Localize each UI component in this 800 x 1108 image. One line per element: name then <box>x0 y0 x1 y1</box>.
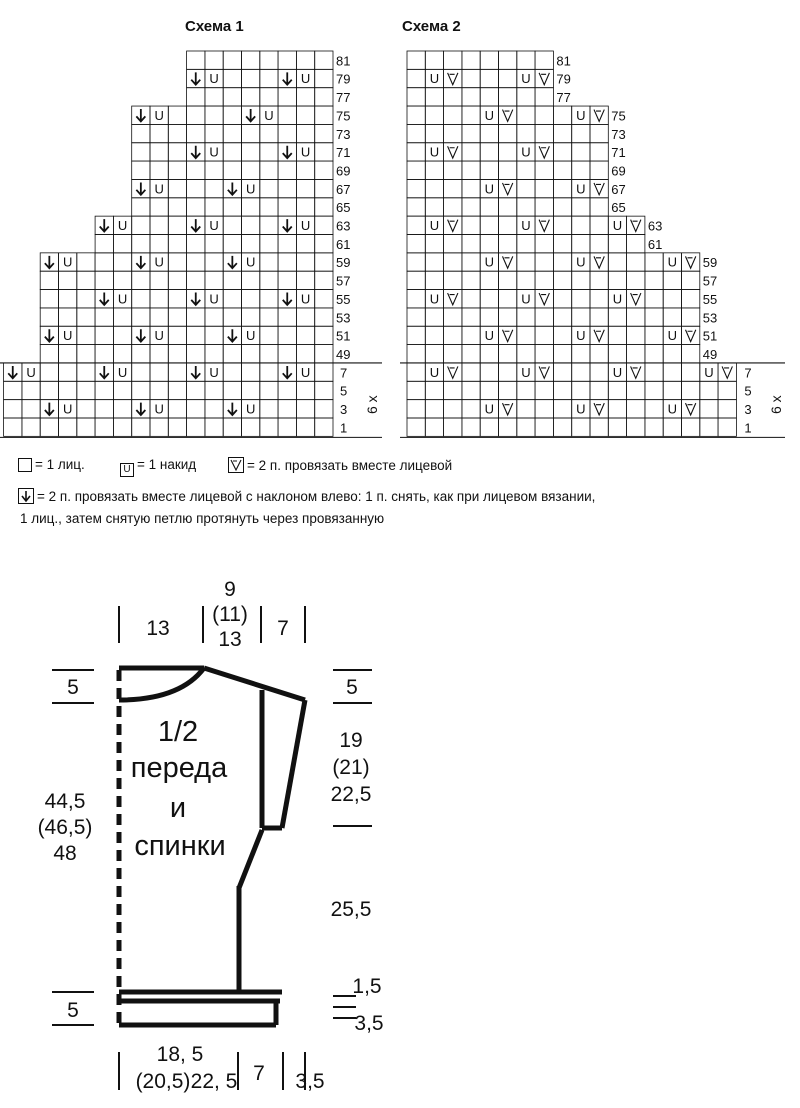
piece-label-3: и <box>169 792 187 824</box>
row-number: 51 <box>702 328 718 344</box>
row-number: 77 <box>556 90 571 106</box>
yarn-over-symbol: U <box>429 144 440 160</box>
row-number: 71 <box>611 145 626 161</box>
yarn-over-symbol: U <box>154 254 164 270</box>
row-number: 53 <box>336 310 351 326</box>
yarn-over-symbol: U <box>521 291 531 307</box>
dim-armhole-1: 19 <box>339 729 363 752</box>
row-number: 67 <box>336 181 351 197</box>
yarn-over-symbol: U <box>667 254 678 270</box>
yarn-over-symbol: U <box>300 364 311 380</box>
dim-length-2: (46,5) <box>37 816 93 839</box>
row-number: 55 <box>336 291 351 307</box>
yarn-over-symbol: U <box>300 144 311 160</box>
dim-left-top: 5 <box>67 676 79 699</box>
yarn-over-symbol: U <box>117 364 128 380</box>
yarn-over-symbol: U <box>576 107 586 123</box>
row-number: 73 <box>611 126 626 142</box>
yarn-over-symbol: U <box>245 181 256 197</box>
row-number: 7 <box>340 365 348 381</box>
yarn-over-symbol: U <box>154 181 164 197</box>
row-number: 61 <box>336 236 351 252</box>
dim-shoulder-3: 13 <box>218 628 242 651</box>
legend-k2tog: = 2 п. провязать вместе лицевой <box>228 457 452 473</box>
yarn-over-symbol: U <box>245 254 256 270</box>
dim-armhole-3: 22,5 <box>330 783 372 806</box>
row-number: 81 <box>336 53 351 69</box>
dim-hem-1: 1,5 <box>352 975 382 998</box>
row-number: 61 <box>647 236 663 252</box>
yarn-over-symbol: U <box>245 328 256 344</box>
row-number: 59 <box>336 255 351 271</box>
piece-label-4: спинки <box>134 830 226 862</box>
yarn-over-symbol: U <box>612 364 623 380</box>
row-number: 75 <box>611 108 626 124</box>
row-number: 75 <box>336 108 351 124</box>
yarn-over-symbol: U <box>667 401 678 417</box>
yarn-over-symbol: U <box>429 364 440 380</box>
row-number: 67 <box>611 181 626 197</box>
yarn-over-symbol: U <box>62 328 73 344</box>
yarn-over-symbol: U <box>429 71 440 87</box>
yarn-over-symbol: U <box>667 328 678 344</box>
yarn-over-symbol: U <box>154 328 164 344</box>
yarn-over-symbol: U <box>576 401 586 417</box>
yarn-over-icon: U <box>120 463 134 477</box>
row-number: 1 <box>744 420 752 436</box>
row-number: 1 <box>340 420 348 436</box>
yarn-over-symbol: U <box>576 328 586 344</box>
dim-bottom-7: 7 <box>253 1062 265 1085</box>
yarn-over-symbol: U <box>484 254 495 270</box>
yarn-over-symbol: U <box>612 291 623 307</box>
dim-left-bottom: 5 <box>67 999 79 1022</box>
dim-shoulder-2: (11) <box>212 603 248 626</box>
dim-length-1: 44,5 <box>44 790 86 813</box>
yarn-over-symbol: U <box>117 291 128 307</box>
repeat-label: 6 x <box>768 395 784 414</box>
yarn-over-symbol: U <box>154 107 164 123</box>
dim-bottom-35: 3,5 <box>295 1070 325 1093</box>
row-number: 69 <box>336 163 351 179</box>
dim-bottom-width-1: 18, 5 <box>156 1043 204 1066</box>
row-number: 51 <box>336 328 351 344</box>
yarn-over-symbol: U <box>209 364 219 380</box>
yarn-over-symbol: U <box>264 107 274 123</box>
dim-bottom-width-2: (20,5) <box>135 1070 191 1093</box>
dim-armhole-2: (21) <box>332 756 370 779</box>
row-number: 7 <box>744 365 752 381</box>
yarn-over-symbol: U <box>576 254 586 270</box>
row-number: 69 <box>611 163 626 179</box>
piece-label-2: переда <box>130 752 228 784</box>
row-number: 53 <box>702 310 718 326</box>
yarn-over-symbol: U <box>209 218 219 233</box>
yarn-over-symbol: U <box>576 181 586 197</box>
legend-ssk-line2: 1 лиц., затем снятую петлю протянуть через провязанную <box>20 511 385 526</box>
yarn-over-symbol: U <box>245 401 256 417</box>
yarn-over-symbol: U <box>62 254 73 270</box>
yarn-over-symbol: U <box>704 364 714 380</box>
yarn-over-symbol: U <box>209 71 219 87</box>
yarn-over-symbol: U <box>429 291 440 307</box>
yarn-over-symbol: U <box>521 364 531 380</box>
yarn-over-symbol: U <box>300 291 311 307</box>
row-number: 63 <box>647 218 663 234</box>
row-number: 63 <box>336 218 351 234</box>
yarn-over-symbol: U <box>209 144 219 160</box>
yarn-over-symbol: U <box>484 107 495 123</box>
row-number: 59 <box>702 255 718 271</box>
row-number: 57 <box>702 273 718 289</box>
row-number: 3 <box>744 402 752 417</box>
yarn-over-symbol: U <box>154 401 164 417</box>
neckline <box>119 668 204 700</box>
row-number: 77 <box>336 90 351 106</box>
row-number: 79 <box>556 71 571 87</box>
row-number: 3 <box>340 402 348 417</box>
yarn-over-symbol: U <box>117 218 128 233</box>
yarn-over-symbol: U <box>300 218 311 233</box>
yarn-over-symbol: U <box>300 71 311 87</box>
legend-ssk: = 2 п. провязать вместе лицевой с наклоном влево: 1 п. снять, как при лицевом вязании, <box>18 488 595 504</box>
row-number: 5 <box>340 383 348 399</box>
dim-shoulder-1: 9 <box>224 578 236 601</box>
yarn-over-symbol: U <box>521 71 531 87</box>
yarn-over-symbol: U <box>612 218 623 233</box>
row-number: 49 <box>702 346 718 362</box>
dim-right-top: 5 <box>346 676 358 699</box>
yarn-over-symbol: U <box>484 401 495 417</box>
row-number: 57 <box>336 273 351 289</box>
dim-length-3: 48 <box>53 842 77 865</box>
row-number: 5 <box>744 383 752 399</box>
row-number: 71 <box>336 145 351 161</box>
row-number: 65 <box>611 200 626 216</box>
dim-side: 25,5 <box>330 898 372 921</box>
yarn-over-symbol: U <box>209 291 219 307</box>
yarn-over-symbol: U <box>62 401 73 417</box>
row-number: 81 <box>556 53 571 69</box>
yarn-over-symbol: U <box>26 364 36 380</box>
scheme2-title: Схема 2 <box>402 18 461 35</box>
dim-hem-2: 3,5 <box>354 1012 384 1035</box>
row-number: 55 <box>702 291 718 307</box>
yarn-over-symbol: U <box>429 218 440 233</box>
row-number: 79 <box>336 71 351 87</box>
row-number: 49 <box>336 346 351 362</box>
yarn-over-symbol: U <box>521 144 531 160</box>
legend-yarn-over: U = 1 накид <box>120 457 196 477</box>
row-number: 65 <box>336 200 351 216</box>
yarn-over-symbol: U <box>521 218 531 233</box>
dim-neck-width: 13 <box>146 617 170 640</box>
legend-knit: = 1 лиц. <box>18 457 85 472</box>
dim-bottom-width-3: 22, 5 <box>190 1070 238 1093</box>
piece-label-1: 1/2 <box>157 716 199 748</box>
row-number: 73 <box>336 126 351 142</box>
yarn-over-symbol: U <box>484 328 495 344</box>
dim-top-sleeve: 7 <box>277 617 289 640</box>
scheme1-title: Схема 1 <box>185 18 244 35</box>
repeat-label: 6 x <box>364 395 380 414</box>
yarn-over-symbol: U <box>484 181 495 197</box>
